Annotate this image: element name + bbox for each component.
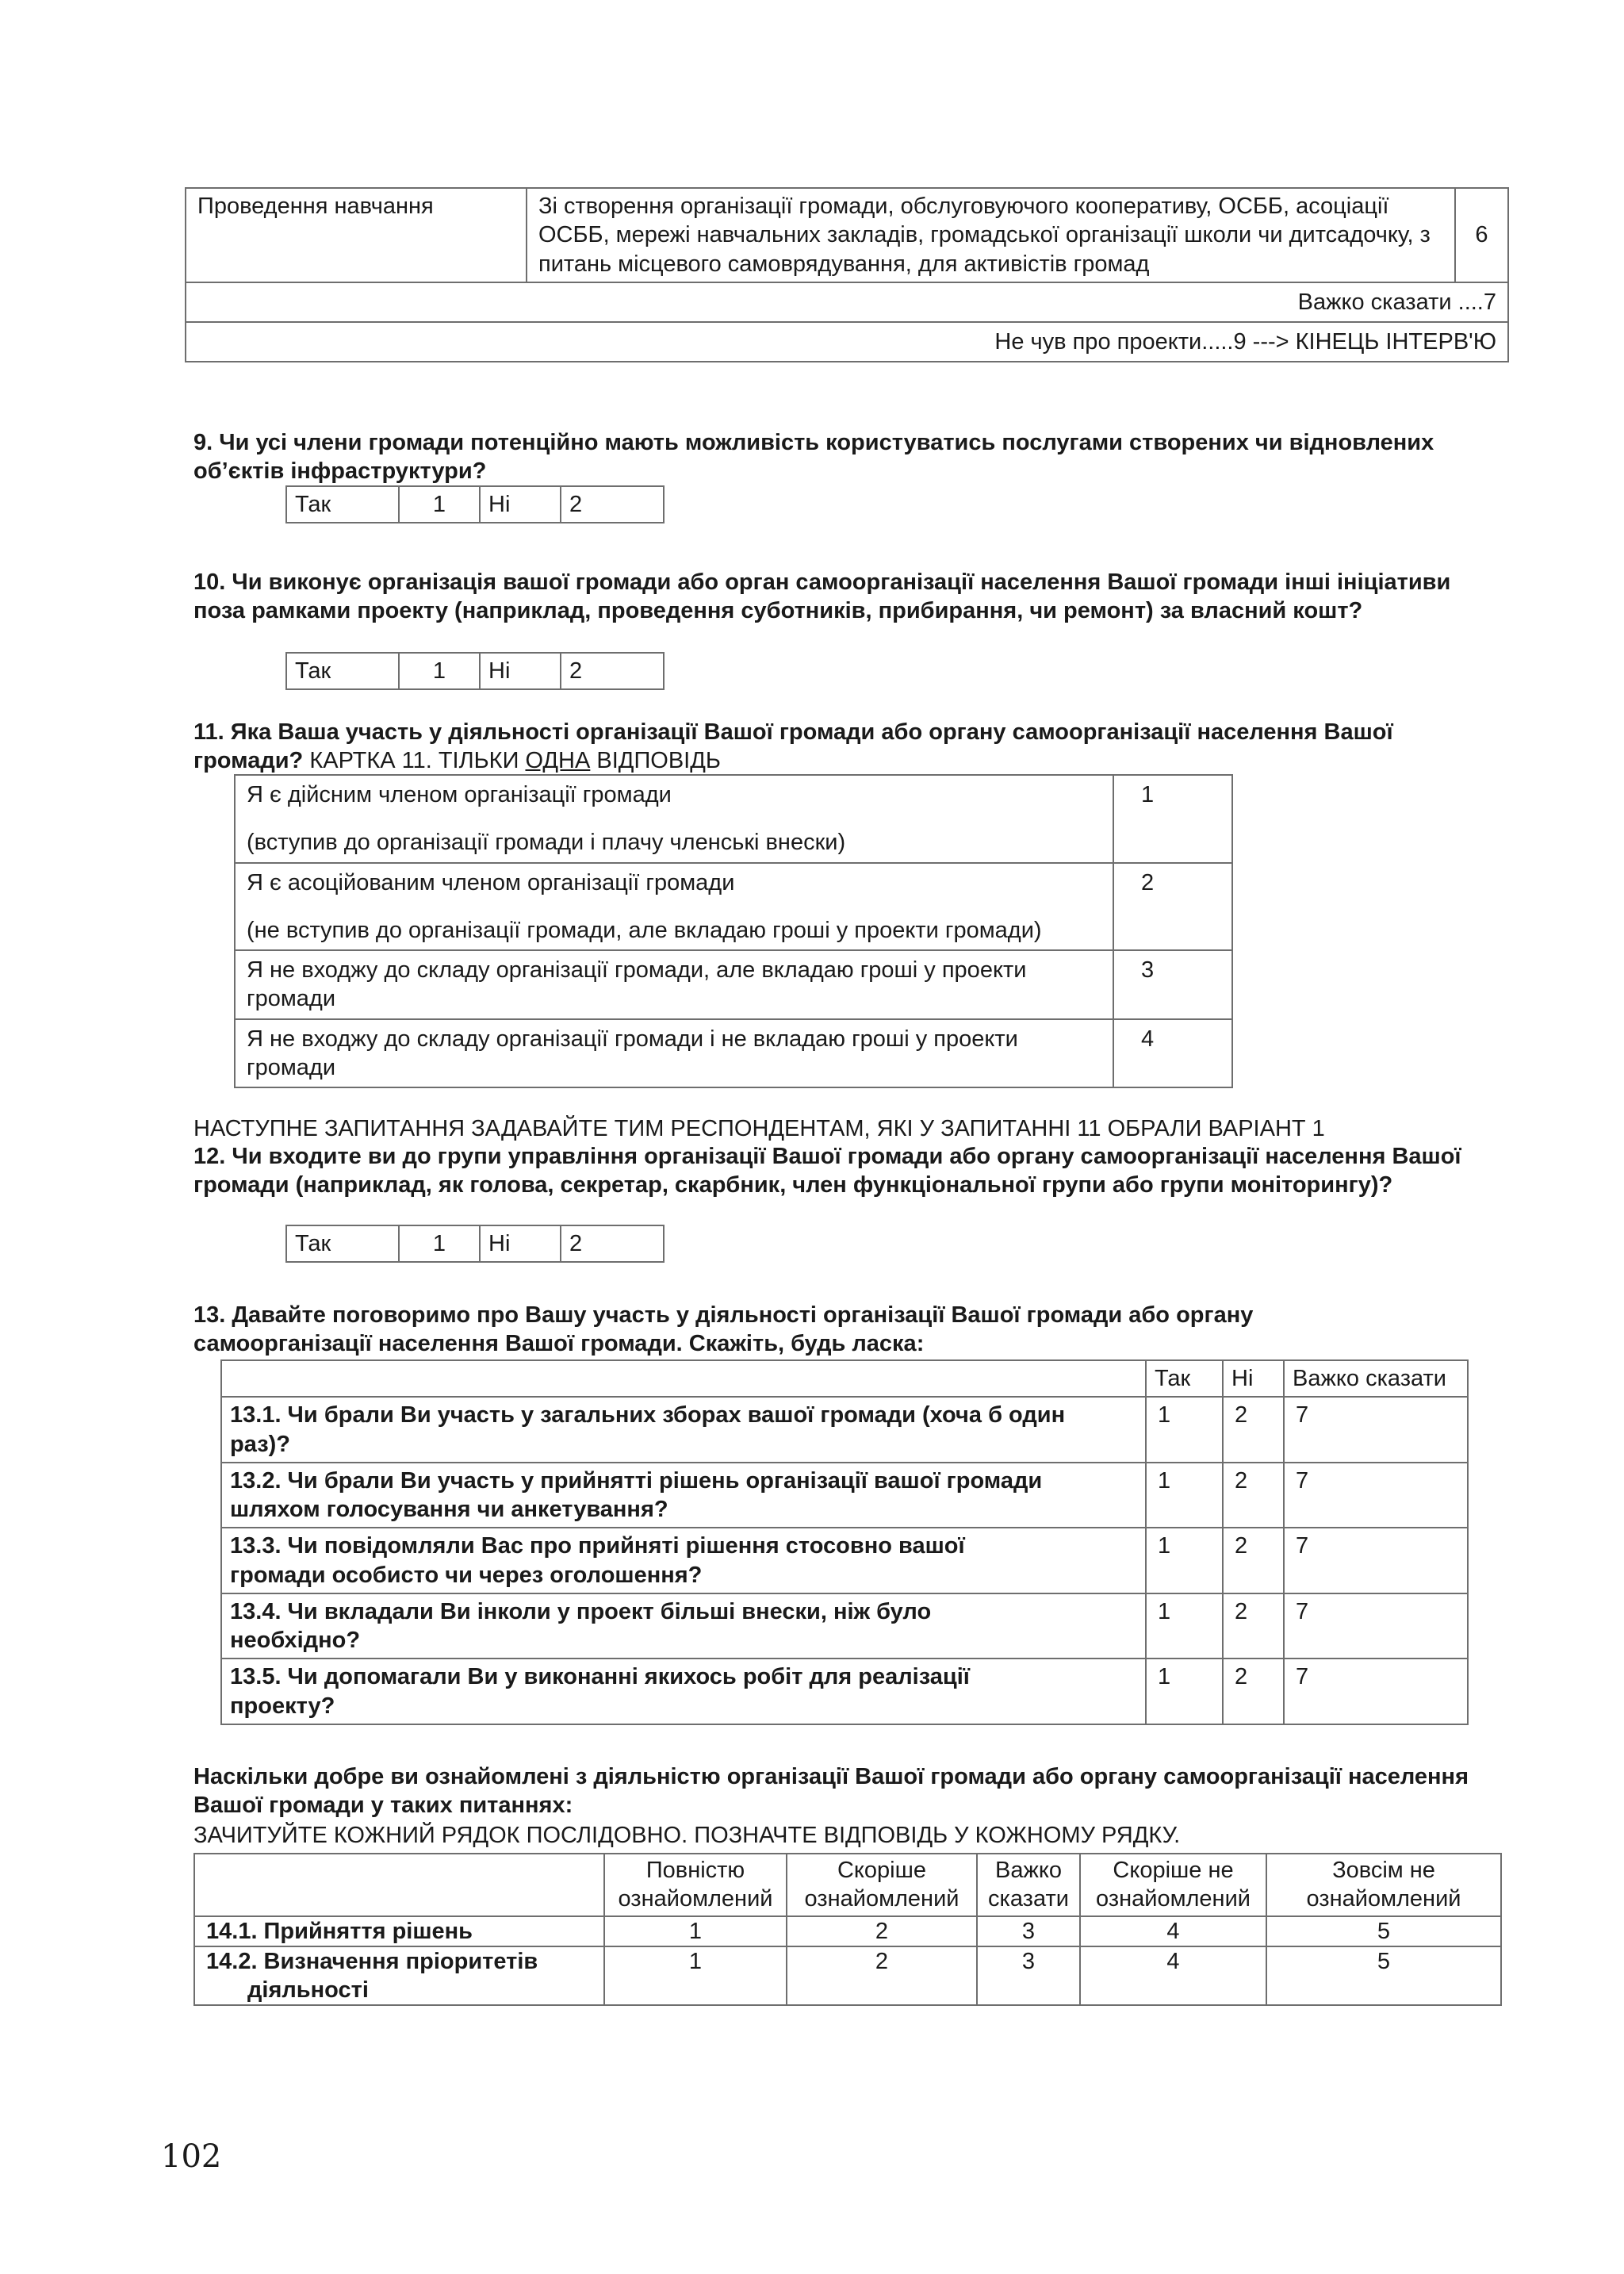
row-code: 1 xyxy=(1146,1593,1223,1659)
table-row xyxy=(221,1593,1468,1659)
question-14-table xyxy=(193,1853,1502,2006)
option-cell xyxy=(235,1019,1113,1088)
option-line: Я не входжу до складу організації громади і не вкладаю гроші у проекти громади xyxy=(247,1026,1018,1080)
no-code: 2 xyxy=(561,1225,664,1262)
yes-label: Так xyxy=(286,1225,399,1262)
row-code: 2 xyxy=(787,1916,977,1946)
question-12-filter: НАСТУПНЕ ЗАПИТАННЯ ЗАДАВАЙТЕ ТИМ РЕСПОНДЕНТАМ, ЯКІ У ЗАПИТАННІ 11 ОБРАЛИ ВАРІАНТ 1 xyxy=(193,1116,1325,1141)
row-code: 7 xyxy=(1284,1463,1468,1528)
question-10-text: Чи виконує організація вашої громади або орган самоорганізації населення Вашої громади інші ініціативи поза рамками проекту (наприклад, проведення суботників, прибирання, чи ремонт) за власний кошт? xyxy=(193,569,1451,624)
row-question: 13.5. Чи допомагали Ви у виконанні якихось робіт для реалізації проекту? xyxy=(221,1659,1146,1724)
empty-header-cell xyxy=(194,1854,604,1916)
option-code: 2 xyxy=(1113,863,1232,951)
row-code: 4 xyxy=(1080,1946,1266,2006)
no-label: Ні xyxy=(480,653,561,689)
question-12 xyxy=(193,1142,1462,1200)
table-row xyxy=(235,863,1232,951)
table-row xyxy=(221,1463,1468,1528)
hard-to-say-row: Важко сказати ....7 xyxy=(186,282,1508,322)
header-hard: Важко сказати xyxy=(977,1854,1080,1916)
header-hard: Важко сказати xyxy=(1284,1360,1468,1397)
row-code: 3 xyxy=(977,1916,1080,1946)
no-code: 2 xyxy=(561,653,664,689)
row-code: 1 xyxy=(1146,1463,1223,1528)
row-code: 2 xyxy=(1223,1463,1284,1528)
option-cell xyxy=(235,863,1113,951)
row-label-cell xyxy=(194,1946,604,2006)
row-code: 5 xyxy=(1266,1946,1501,2006)
page-number: 102 xyxy=(161,2138,222,2175)
no-code: 2 xyxy=(561,486,664,523)
header-not-at-all: Зовсім не ознайомлений xyxy=(1266,1854,1501,1916)
table-header-row xyxy=(221,1360,1468,1397)
yes-code: 1 xyxy=(399,653,480,689)
option-code: 3 xyxy=(1113,950,1232,1019)
question-10 xyxy=(193,568,1462,626)
question-11-instruction-emphasis: ОДНА xyxy=(525,748,591,774)
yes-label: Так xyxy=(286,486,399,523)
table-row xyxy=(235,775,1232,863)
row-code: 3 xyxy=(977,1946,1080,2006)
training-label-cell: Проведення навчання xyxy=(186,188,527,282)
row-question: 13.3. Чи повідомляли Вас про прийняті рішення стосовно вашої громади особисто чи через оголошення? xyxy=(221,1528,1146,1593)
row-code: 7 xyxy=(1284,1397,1468,1463)
question-11-options-table xyxy=(234,774,1233,1088)
question-14-instruction: ЗАЧИТУЙТЕ КОЖНИЙ РЯДОК ПОСЛІДОВНО. ПОЗНАЧТЕ ВІДПОВІДЬ У КОЖНОМУ РЯДКУ. xyxy=(193,1823,1181,1848)
question-12-text: Чи входите ви до групи управління організації Вашої громади або органу самоорганізації населення Вашої громади (наприклад, як голова, секретар, скарбник, член функціональної групи або групи моніторингу)? xyxy=(193,1144,1461,1198)
table-row xyxy=(194,1916,1501,1946)
no-label: Ні xyxy=(480,1225,561,1262)
row-code: 7 xyxy=(1284,1593,1468,1659)
row-code: 5 xyxy=(1266,1916,1501,1946)
header-rather-not: Скоріше не ознайомлений xyxy=(1080,1854,1266,1916)
no-label: Ні xyxy=(480,486,561,523)
row-code: 2 xyxy=(1223,1659,1284,1724)
row-label-continued: діяльності xyxy=(247,1977,369,2003)
row-code: 7 xyxy=(1284,1528,1468,1593)
yes-code: 1 xyxy=(399,486,480,523)
table-row xyxy=(235,1019,1232,1088)
table-row xyxy=(221,1397,1468,1463)
row-code: 2 xyxy=(1223,1593,1284,1659)
training-code-cell: 6 xyxy=(1455,188,1508,282)
table-header-row xyxy=(194,1854,1501,1916)
question-10-number: 10. xyxy=(193,569,226,595)
table-row xyxy=(221,1659,1468,1724)
row-code: 7 xyxy=(1284,1659,1468,1724)
question-14: Наскільки добре ви ознайомлені з діяльністю організації Вашої громади або органу самоорганізації населення Вашої громади у таких питаннях: xyxy=(193,1764,1469,1819)
row-question: 13.1. Чи брали Ви участь у загальних зборах вашої громади (хоча б один раз)? xyxy=(221,1397,1146,1463)
row-code: 1 xyxy=(604,1946,787,2006)
row-code: 2 xyxy=(787,1946,977,2006)
question-9 xyxy=(193,428,1462,486)
table-row xyxy=(194,1946,1501,2006)
question-11-instruction: КАРТКА 11. ТІЛЬКИ xyxy=(309,748,526,774)
row-label: 14.1. Прийняття рішень xyxy=(194,1916,604,1946)
header-fully: Повністю ознайомлений xyxy=(604,1854,787,1916)
question-13-table xyxy=(220,1359,1469,1725)
row-code: 4 xyxy=(1080,1916,1266,1946)
question-10-answer-table xyxy=(285,652,665,690)
header-yes: Так xyxy=(1146,1360,1223,1397)
question-11-number: 11. xyxy=(193,719,224,745)
option-code: 4 xyxy=(1113,1019,1232,1088)
option-cell xyxy=(235,950,1113,1019)
row-code: 1 xyxy=(1146,1397,1223,1463)
question-9-answer-table xyxy=(285,485,665,523)
row-question: 13.2. Чи брали Ви участь у прийнятті рішень організації вашої громади шляхом голосування чи анкетування? xyxy=(221,1463,1146,1528)
question-11-instruction-end: ВІДПОВІДЬ xyxy=(590,748,721,774)
table-row xyxy=(221,1528,1468,1593)
yes-code: 1 xyxy=(399,1225,480,1262)
question-12-number: 12. xyxy=(193,1144,226,1169)
row-code: 2 xyxy=(1223,1397,1284,1463)
top-continuation-table xyxy=(185,187,1509,362)
question-13-number: 13. xyxy=(193,1302,226,1328)
option-line: Я не входжу до складу організації громади, але вкладаю гроші у проекти громади xyxy=(247,957,1027,1012)
option-cell xyxy=(235,775,1113,863)
row-label: 14.2. Визначення пріоритетів xyxy=(206,1948,538,1974)
training-description-cell: Зі створення організації громади, обслуговуючого кооперативу, ОСББ, асоціації ОСББ, мережі навчальних закладів, громадської організації школи чи дитсадочку, з питань місцевого самоврядування, для активістів громад xyxy=(527,188,1455,282)
question-11 xyxy=(193,718,1462,776)
question-11-text: Яка Ваша участь у діяльності організації Вашої громади або органу самоорганізації населення Вашої громади? xyxy=(193,719,1393,774)
row-code: 1 xyxy=(1146,1528,1223,1593)
question-13-text: Давайте поговоримо про Вашу участь у діяльності організації Вашої громади або органу самоорганізації населення Вашої громади. Скажіть, будь ласка: xyxy=(193,1302,1254,1357)
question-9-number: 9. xyxy=(193,430,213,455)
yes-label: Так xyxy=(286,653,399,689)
row-code: 2 xyxy=(1223,1528,1284,1593)
option-line: Я є асоційованим членом організації громади xyxy=(247,869,735,895)
header-no: Ні xyxy=(1223,1360,1284,1397)
empty-header-cell xyxy=(221,1360,1146,1397)
header-rather: Скоріше ознайомлений xyxy=(787,1854,977,1916)
table-row xyxy=(235,950,1232,1019)
row-code: 1 xyxy=(604,1916,787,1946)
option-line: (не вступив до організації громади, але вкладаю гроші у проекти громади) xyxy=(247,917,1042,943)
row-question: 13.4. Чи вкладали Ви інколи у проект більші внески, ніж було необхідно? xyxy=(221,1593,1146,1659)
option-line: (вступив до організації громади і плачу членські внески) xyxy=(247,830,846,856)
question-9-text: Чи усі члени громади потенційно мають можливість користуватись послугами створених чи відновлених об’єктів інфраструктури? xyxy=(193,430,1434,485)
question-13 xyxy=(193,1301,1431,1359)
row-code: 1 xyxy=(1146,1659,1223,1724)
question-12-answer-table xyxy=(285,1225,665,1263)
option-line: Я є дійсним членом організації громади xyxy=(247,782,672,807)
option-code: 1 xyxy=(1113,775,1232,863)
not-heard-row: Не чув про проекти.....9 ---> КІНЕЦЬ ІНТЕРВ'Ю xyxy=(186,322,1508,362)
